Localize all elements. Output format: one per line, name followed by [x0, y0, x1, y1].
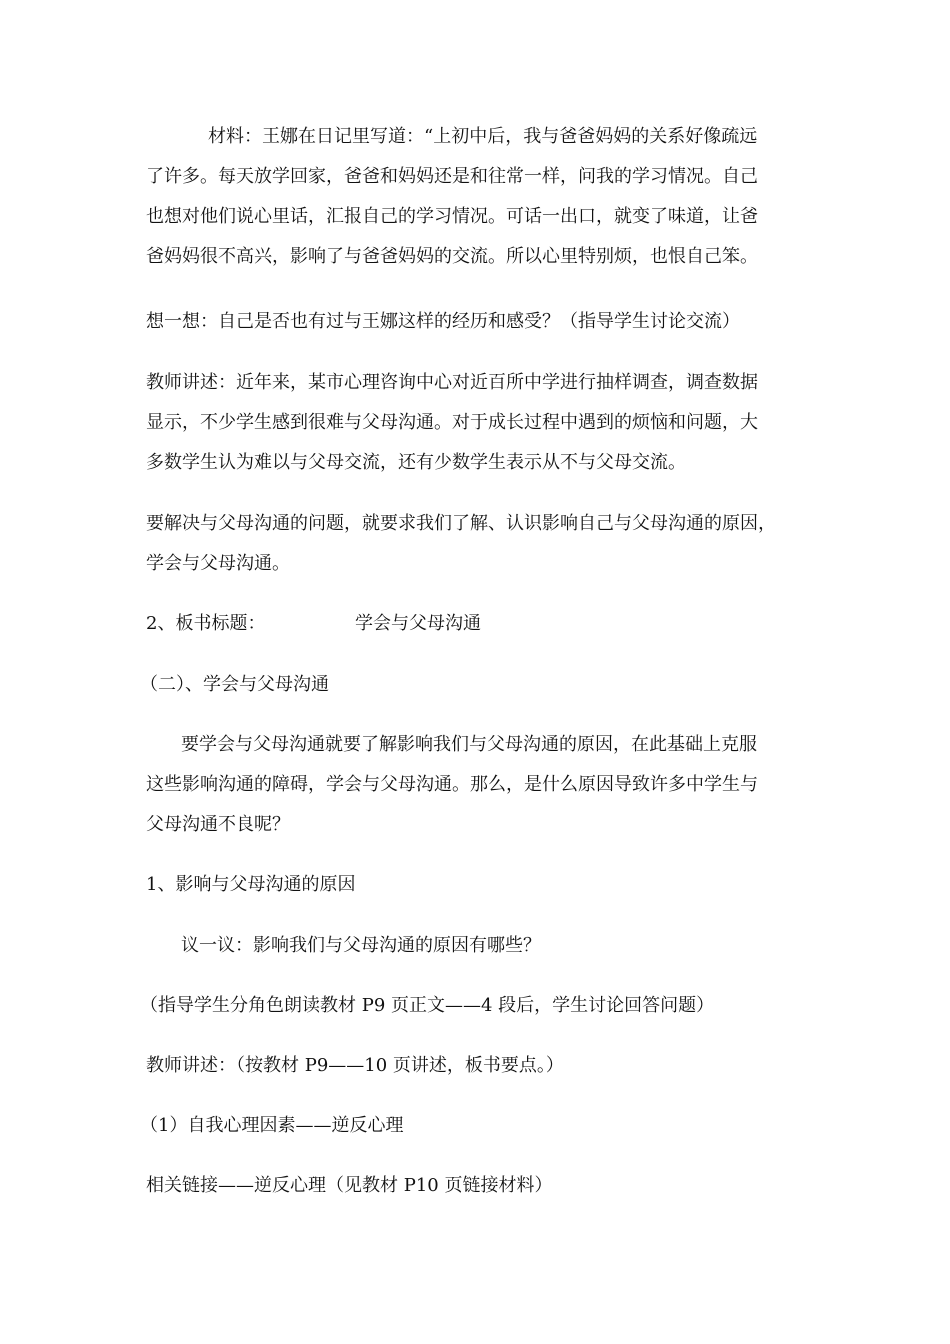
material-line: 也想对他们说心里话，汇报自己的学习情况。可话一出口，就变了味道，让爸 — [146, 206, 758, 227]
point-1-text: （1）自我心理因素——逆反心理 — [140, 1115, 404, 1136]
board-title-text: 学会与父母沟通 — [355, 613, 481, 634]
intro-line: 父母沟通不良呢？ — [146, 814, 290, 835]
board-title-row — [146, 614, 811, 633]
intro-paragraph-cont — [146, 775, 811, 855]
board-title-label: 2、板书标题： — [146, 613, 266, 634]
material-paragraph-cont — [146, 167, 811, 287]
discuss-prompt — [181, 936, 846, 976]
teacher2-text: 教师讲述：（按教材 P9——10 页讲述，板书要点。） — [146, 1055, 564, 1076]
guide-text: （指导学生分角色朗读教材 P9 页正文——4 段后，学生讨论回答问题） — [140, 995, 715, 1016]
teacher-line: 多数学生认为难以与父母交流，还有少数学生表示从不与父母交流。 — [146, 452, 686, 473]
related-link-text: 相关链接——逆反心理（见教材 P10 页链接材料） — [146, 1175, 553, 1196]
material-line: 材料：王娜在日记里写道：“上初中后，我与爸爸妈妈的关系好像疏远 — [208, 126, 758, 147]
related-link — [146, 1176, 811, 1216]
think-prompt — [146, 312, 811, 352]
material-line: 爸妈妈很不高兴，影响了与爸爸妈妈的交流。所以心里特别烦，也恨自己笨。 — [146, 246, 758, 267]
section-heading-text: （二）、学会与父母沟通 — [140, 674, 329, 695]
teacher-lecture-2 — [146, 1056, 811, 1096]
material-paragraph — [208, 127, 818, 167]
solve-paragraph — [146, 514, 811, 594]
reason-heading — [146, 875, 811, 915]
material-line: 了许多。每天放学回家，爸爸和妈妈还是和往常一样，问我的学习情况。自己 — [146, 166, 758, 187]
section-heading-2 — [140, 675, 805, 715]
teacher-lecture-1 — [146, 373, 811, 493]
point-1 — [140, 1116, 805, 1156]
reason-heading-text: 1、影响与父母沟通的原因 — [146, 874, 356, 895]
solve-line: 学会与父母沟通。 — [146, 553, 290, 574]
think-line: 想一想：自己是否也有过与王娜这样的经历和感受？（指导学生讨论交流） — [146, 311, 740, 332]
guide-note — [140, 996, 805, 1036]
intro-line: 这些影响沟通的障碍，学会与父母沟通。那么，是什么原因导致许多中学生与 — [146, 774, 758, 795]
intro-paragraph — [181, 735, 846, 775]
intro-line: 要学会与父母沟通就要了解影响我们与父母沟通的原因，在此基础上克服 — [181, 734, 757, 755]
solve-line: 要解决与父母沟通的问题，就要求我们了解、认识影响自己与父母沟通的原因， — [146, 513, 776, 534]
discuss-text: 议一议：影响我们与父母沟通的原因有哪些？ — [181, 935, 541, 956]
teacher-line: 显示，不少学生感到很难与父母沟通。对于成长过程中遇到的烦恼和问题，大 — [146, 412, 758, 433]
teacher-line: 教师讲述：近年来，某市心理咨询中心对近百所中学进行抽样调查，调查数据 — [146, 372, 758, 393]
